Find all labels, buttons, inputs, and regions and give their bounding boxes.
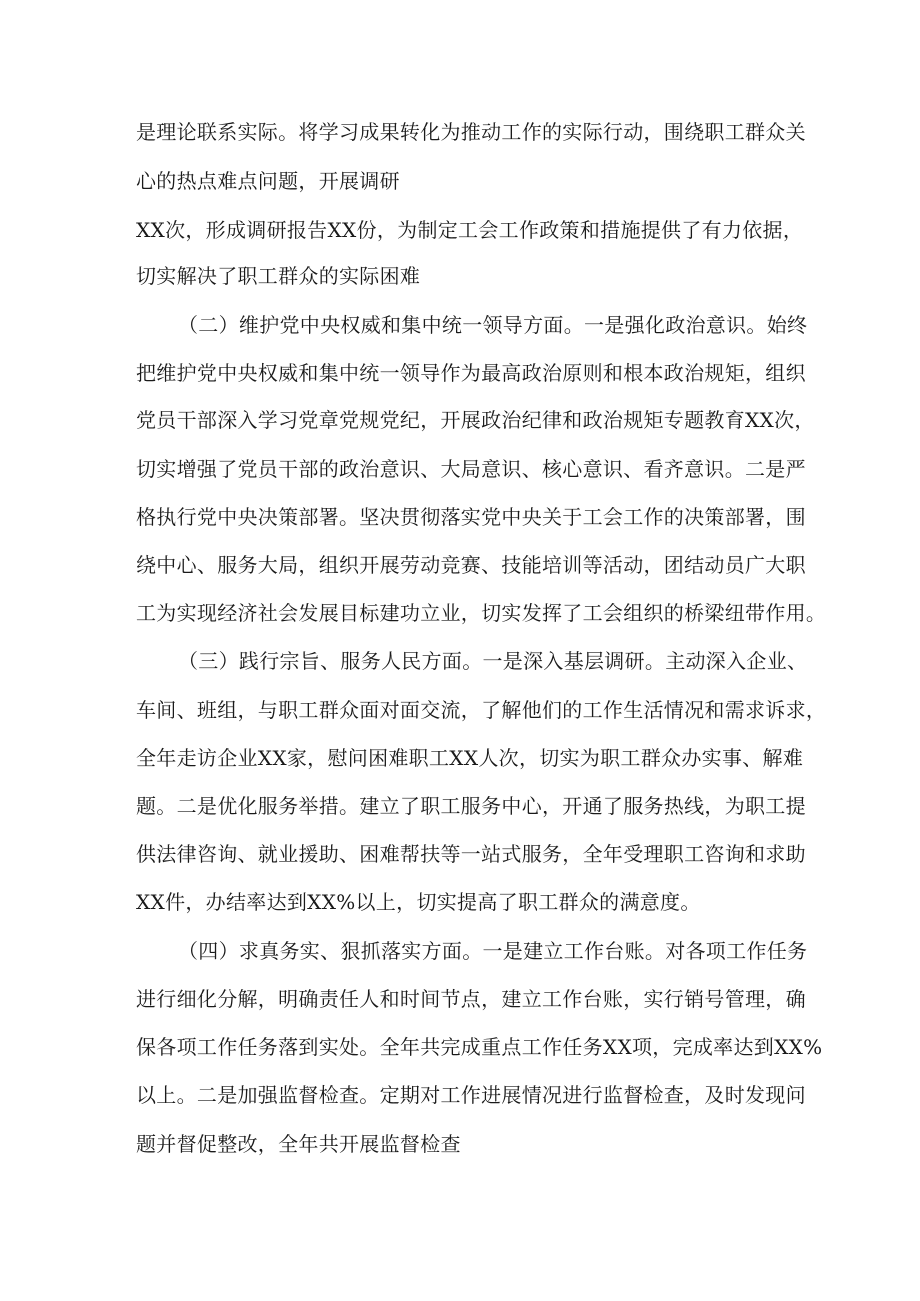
text-line: XX次，形成调研报告XX份，为制定工会工作政策和措施提供了有力依据， (136, 218, 804, 242)
text-line: 切实解决了职工群众的实际困难 (136, 264, 421, 288)
text-line: 切实增强了党员干部的政治意识、大局意识、核心意识、看齐意识。二是严 (136, 457, 806, 481)
text-line: 心的热点难点问题，开展调研 (136, 169, 400, 193)
text-line: 以上。二是加强监督检查。定期对工作进展情况进行监督检查，及时发现问 (136, 1083, 806, 1107)
text-line: 格执行党中央决策部署。坚决贯彻落实党中央关于工会工作的决策部署，围 (136, 505, 806, 529)
text-line: 是理论联系实际。将学习成果转化为推动工作的实际行动，围绕职工群众关 (136, 120, 806, 144)
text-line: 供法律咨询、就业援助、困难帮扶等一站式服务，全年受理职工咨询和求助 (136, 842, 806, 866)
text-line: 全年走访企业XX家，慰问困难职工XX人次，切实为职工群众办实事、解难 (136, 746, 804, 770)
paragraph-first-line: （四）求真务实、狠抓落实方面。一是建立工作台账。对各项工作任务 (178, 939, 808, 963)
text-line: 党员干部深入学习党章党规党纪，开展政治纪律和政治规矩专题教育XX次， (136, 408, 815, 432)
paragraph-first-line: （三）践行宗旨、服务人民方面。一是深入基层调研。主动深入企业、 (178, 649, 808, 673)
text-line: XX件，办结率达到XX%以上，切实提高了职工群众的满意度。 (136, 890, 701, 914)
text-line: 题并督促整改，全年共开展监督检查 (136, 1132, 461, 1156)
text-line: 进行细化分解，明确责任人和时间节点，建立工作台账，实行销号管理，确 (136, 987, 806, 1011)
text-line: 把维护党中央权威和集中统一领导作为最高政治原则和根本政治规矩，组织 (136, 361, 806, 385)
text-line: 保各项工作任务落到实处。全年共完成重点工作任务XX项，完成率达到XX% (136, 1035, 823, 1059)
text-line: 工为实现经济社会发展目标建功立业，切实发挥了工会组织的桥梁纽带作用。 (136, 601, 827, 625)
paragraph-first-line: （二）维护党中央权威和集中统一领导方面。一是强化政治意识。始终 (178, 313, 808, 337)
text-line: 绕中心、服务大局，组织开展劳动竞赛、技能培训等活动，团结动员广大职 (136, 553, 806, 577)
text-line: 车间、班组，与职工群众面对面交流，了解他们的工作生活情况和需求诉求， (136, 698, 827, 722)
text-line: 题。二是优化服务举措。建立了职工服务中心，开通了服务热线，为职工提 (136, 794, 806, 818)
